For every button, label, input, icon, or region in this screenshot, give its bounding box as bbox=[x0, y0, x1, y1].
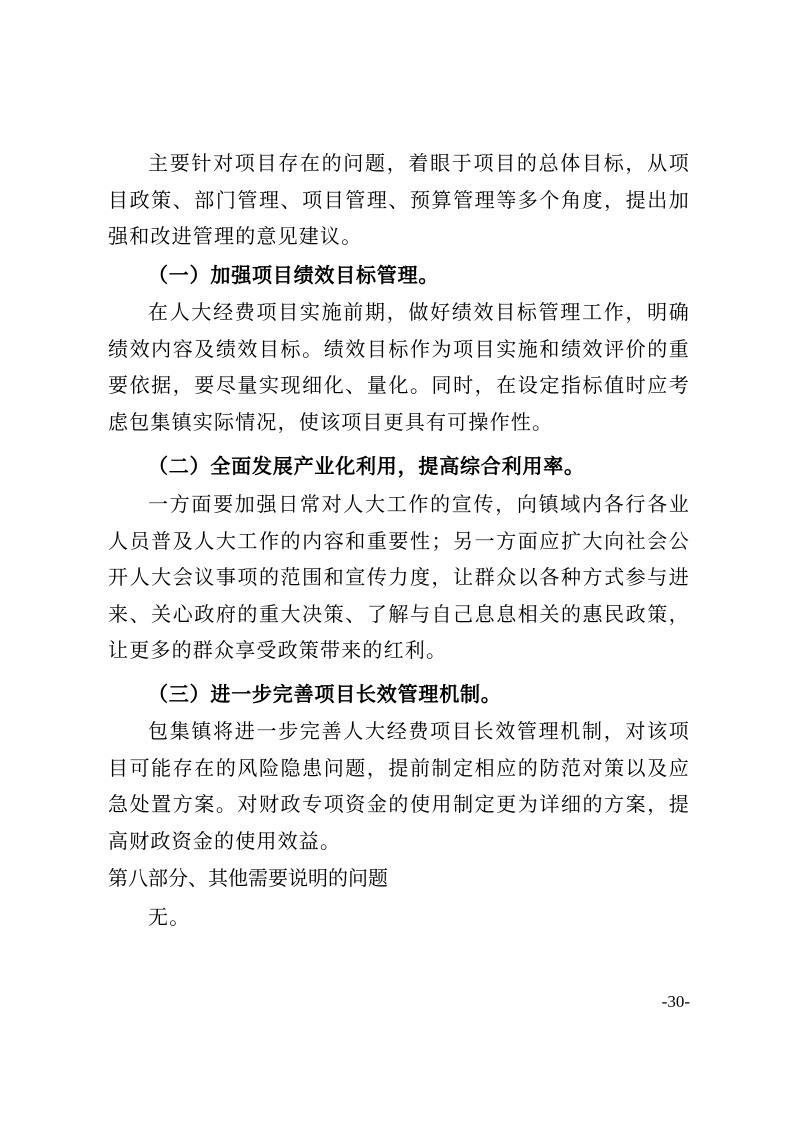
intro-paragraph: 主要针对项目存在的问题，着眼于项目的总体目标，从项目政策、部门管理、项目管理、预算管理等多个角度，提出加强和改进管理的意见建议。 bbox=[108, 151, 690, 248]
page-number: -30- bbox=[661, 992, 690, 1011]
industrialization-paragraph: 一方面要加强日常对人大工作的宣传，向镇域内各行各业人员普及人大工作的内容和重要性；另一方面应扩大向社会公开人大会议事项的范围和宣传力度，让群众以各种方式参与进来、关心政府的重大决策、了解与自己息息相关的惠民政策，让更多的群众享受政策带来的红利。 bbox=[108, 492, 690, 662]
section-eight-body: 无。 bbox=[148, 905, 191, 929]
long-term-mechanism-paragraph: 包集镇将进一步完善人大经费项目长效管理机制，对该项目可能存在的风险隐患问题，提前制定相应的防范对策以及应急处置方案。对财政专项资金的使用制定更为详细的方案，提高财政资金的使用效益。 bbox=[108, 719, 690, 853]
heading-performance-goals: （一）加强项目绩效目标管理。 bbox=[148, 263, 440, 287]
section-eight-heading: 第八部分、其他需要说明的问题 bbox=[108, 866, 388, 890]
heading-industrialization: （二）全面发展产业化利用，提高综合利用率。 bbox=[148, 454, 585, 478]
performance-goals-paragraph: 在人大经费项目实施前期，做好绩效目标管理工作，明确绩效内容及绩效目标。绩效目标作为项目实施和绩效评价的重要依据，要尽量实现细化、量化。同时，在设定指标值时应考虑包集镇实际情况，使该项目更具有可操作性。 bbox=[108, 300, 690, 434]
heading-long-term-mechanism: （三）进一步完善项目长效管理机制。 bbox=[148, 682, 502, 706]
